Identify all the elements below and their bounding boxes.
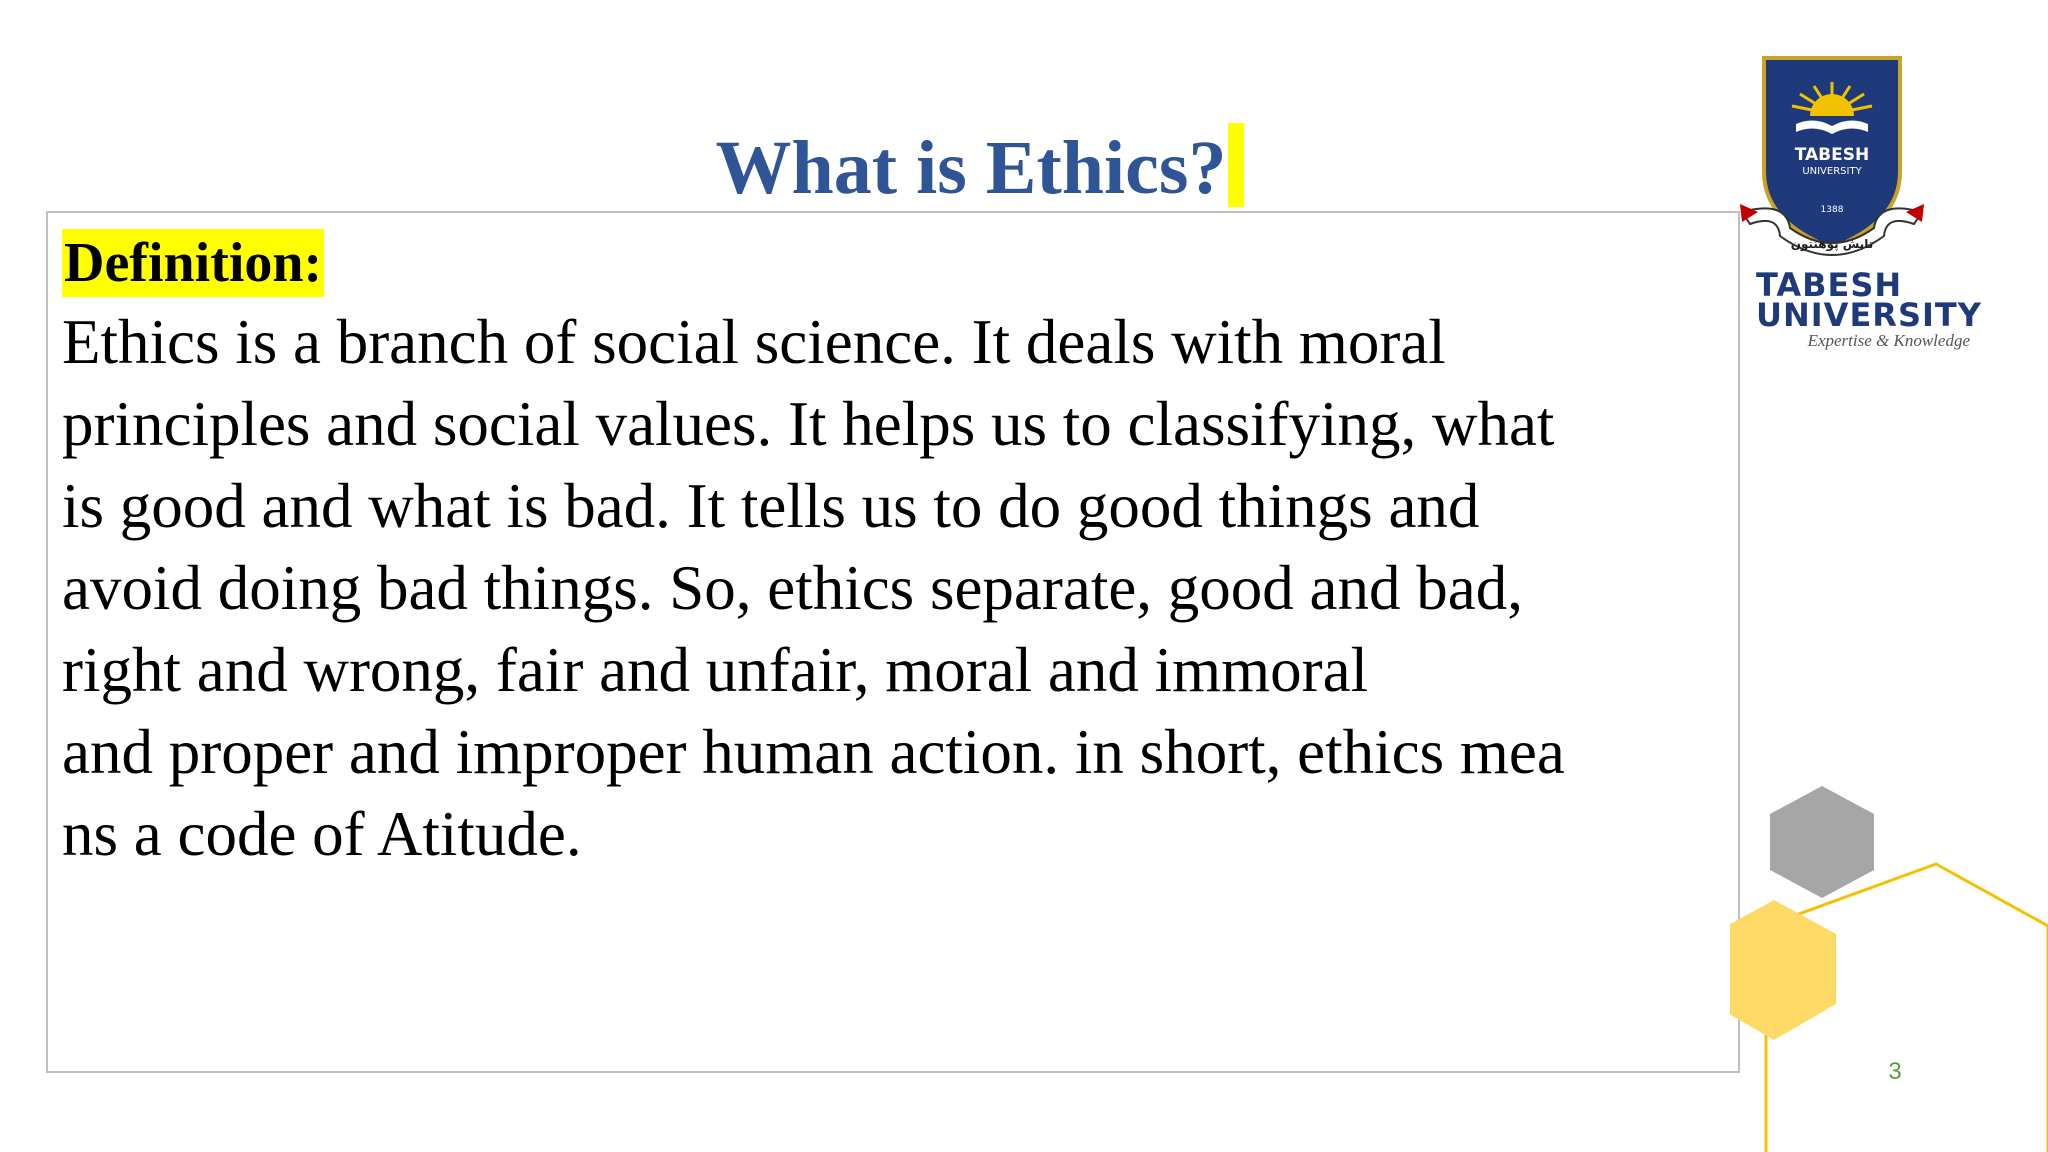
ribbon-text: تابش پوهنتون [1790, 237, 1874, 251]
wordmark-line2: UNIVERSITY [1756, 296, 1982, 334]
definition-line: principles and social values. It helps us to classifying, what [62, 389, 1555, 459]
definition-line: Ethics is a branch of social science. It deals with moral [62, 307, 1446, 377]
slide-title [0, 118, 1960, 218]
gray-hexagon-icon [1770, 786, 1874, 898]
definition-line: ns a code of Atitude. [62, 799, 582, 869]
shield-text-line1: TABESH [1794, 145, 1870, 165]
logo-wordmark [1756, 266, 1982, 352]
definition-line: right and wrong, fair and unfair, moral and immoral [62, 635, 1369, 705]
text-cursor-highlight [1228, 123, 1244, 207]
content-box [46, 211, 1740, 1073]
page-number: 3 [1888, 1058, 1902, 1085]
shield-text-line2: UNIVERSITY [1802, 166, 1862, 177]
definition-line: and proper and improper human action. in short, ethics mea [62, 717, 1565, 787]
definition-text [62, 301, 1722, 875]
definition-label: Definition: [62, 229, 324, 297]
shield-year: 1388 [1820, 205, 1844, 215]
logo-tagline: Expertise & Knowledge [1807, 331, 1970, 350]
yellow-hexagon-icon [1730, 900, 1836, 1040]
slide-title-text: What is Ethics? [715, 126, 1227, 210]
wordmark-line1: TABESH [1756, 266, 1903, 304]
decorative-hexagons [1730, 770, 2048, 1152]
definition-line: avoid doing bad things. So, ethics separate, good and bad, [62, 553, 1523, 623]
definition-line: is good and what is bad. It tells us to do good things and [62, 471, 1480, 541]
